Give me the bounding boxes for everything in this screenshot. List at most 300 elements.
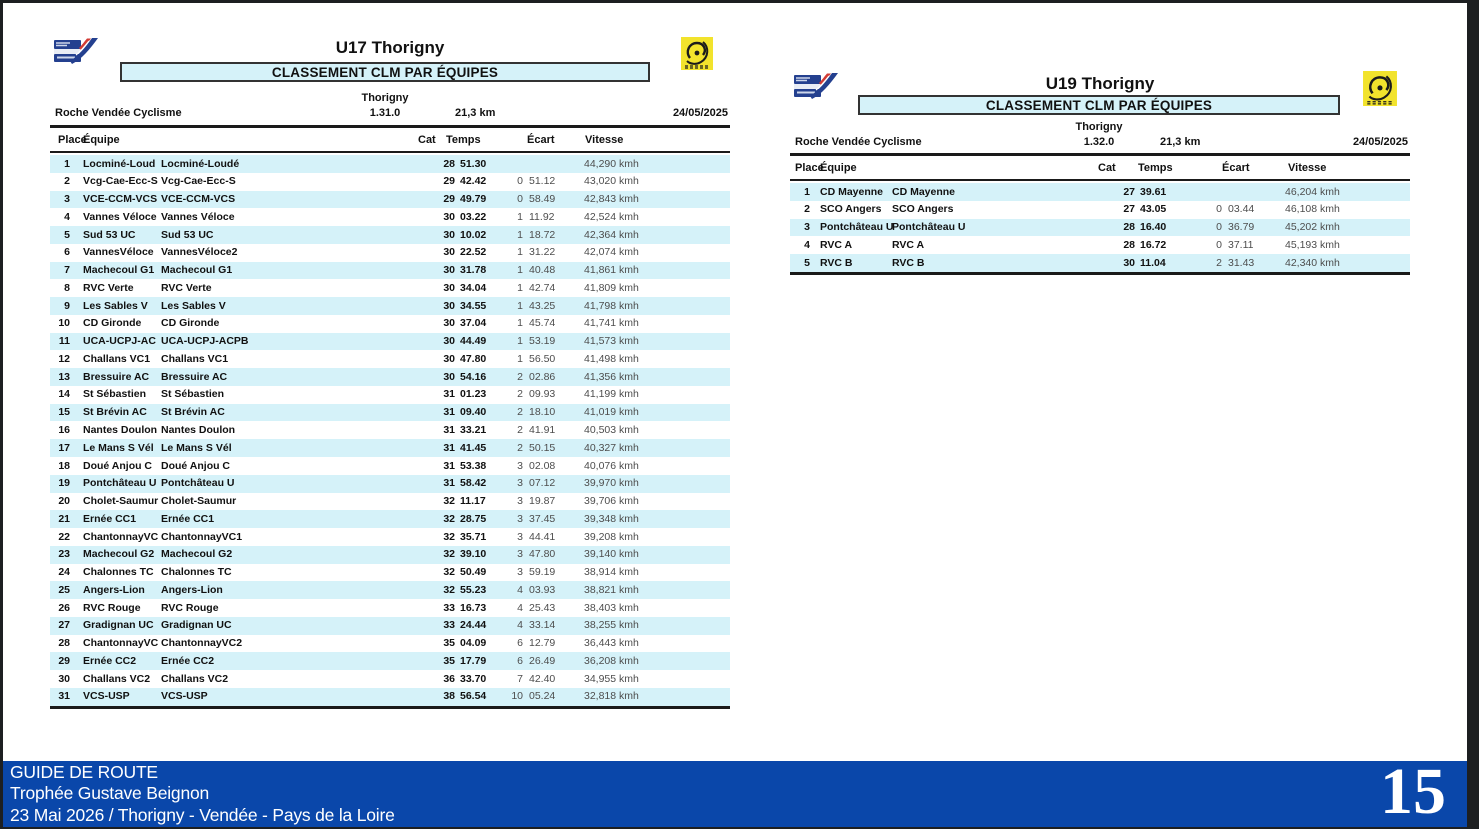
cell-gap_min: 6: [517, 637, 523, 650]
cell-speed: 38,914 kmh: [584, 566, 639, 579]
cell-gap_min: 1: [517, 228, 523, 241]
cell-time_sec: 37.04: [460, 317, 487, 330]
footer-title: GUIDE DE ROUTE: [10, 762, 158, 782]
cell-time_min: 30: [443, 281, 455, 294]
cell-team: Bressuire AC: [83, 370, 150, 383]
cell-place: 14: [58, 388, 70, 401]
cell-time_min: 27: [1123, 203, 1135, 216]
cell-gap_min: 1: [517, 317, 523, 330]
cell-team: Locminé-Loud: [83, 157, 156, 170]
cell-time_min: 30: [443, 370, 455, 383]
col-vitesse: Vitesse: [585, 134, 624, 146]
cell-place: 15: [58, 406, 70, 419]
cell-gap_sec: 31.22: [529, 246, 556, 259]
cell-time_sec: 54.16: [460, 370, 487, 383]
col-place: Place: [795, 162, 824, 174]
col-temps: Temps: [446, 134, 481, 146]
table-row: [790, 183, 1410, 201]
cell-gap_sec: 59.19: [529, 566, 556, 579]
cell-team: Pontchâteau U: [820, 221, 894, 234]
cell-team: Vcg-Cae-Ecc-S: [83, 175, 158, 188]
cell-time_sec: 28.75: [460, 512, 487, 525]
cell-time_sec: 56.54: [460, 690, 487, 703]
cell-gap_min: 1: [517, 264, 523, 277]
cell-gap_sec: 09.93: [529, 388, 556, 401]
organizer: Roche Vendée Cyclisme: [55, 107, 182, 119]
cell-time_sec: 09.40: [460, 406, 487, 419]
cell-place: 1: [64, 157, 70, 170]
table-row: [790, 254, 1410, 272]
cell-team: Machecoul G2: [83, 548, 155, 561]
cell-speed: 46,108 kmh: [1285, 203, 1340, 216]
cell-gap_min: 1: [517, 281, 523, 294]
cell-place: 3: [804, 221, 810, 234]
table-row: [50, 510, 730, 528]
cell-gap_min: 2: [517, 441, 523, 454]
cell-place: 5: [64, 228, 70, 241]
col-equipe: Équipe: [83, 134, 120, 146]
cell-time_sec: 34.04: [460, 281, 487, 294]
cell-speed: 34,955 kmh: [584, 672, 639, 685]
cell-gap_sec: 07.12: [529, 477, 556, 490]
cell-speed: 39,706 kmh: [584, 495, 639, 508]
cell-time_sec: 58.42: [460, 477, 487, 490]
cell-gap_min: 7: [517, 672, 523, 685]
cell-place: 25: [58, 583, 70, 596]
table-row: [50, 297, 730, 315]
page-number: 15: [1380, 755, 1446, 828]
cell-gap_sec: 02.08: [529, 459, 556, 472]
classification-banner: [858, 95, 1340, 115]
cell-speed: 40,076 kmh: [584, 459, 639, 472]
cell-time_sec: 31.78: [460, 264, 487, 277]
cell-gap_min: 3: [517, 477, 523, 490]
cell-speed: 41,019 kmh: [584, 406, 639, 419]
cell-gap_sec: 37.45: [529, 512, 556, 525]
page-title: U19 Thorigny: [1045, 74, 1155, 93]
cell-time_min: 36: [443, 672, 455, 685]
cell-gap_sec: 12.79: [529, 637, 556, 650]
cell-speed: 41,809 kmh: [584, 281, 639, 294]
cell-speed: 45,193 kmh: [1285, 238, 1340, 251]
cell-team2: ChantonnayVC1: [161, 530, 243, 543]
cell-team: Gradignan UC: [83, 619, 154, 632]
table-row: [50, 635, 730, 653]
cell-team: RVC Verte: [83, 281, 134, 294]
cell-time_min: 27: [1123, 185, 1135, 198]
cell-speed: 42,843 kmh: [584, 193, 639, 206]
divider: [790, 153, 1410, 156]
footer-dateline: 23 Mai 2026 / Thorigny - Vendée - Pays de la Loire: [10, 804, 395, 825]
race-info-row: [50, 107, 730, 121]
cell-team2: VCE-CCM-VCS: [161, 193, 236, 206]
cell-place: 28: [58, 637, 70, 650]
cell-team2: Ernée CC2: [161, 654, 215, 667]
cell-place: 29: [58, 654, 70, 667]
race-code: 1.32.0: [1083, 136, 1115, 148]
cell-gap_min: 3: [517, 530, 523, 543]
cell-team2: Angers-Lion: [161, 583, 223, 596]
cell-gap_min: 2: [517, 406, 523, 419]
table-row: [50, 191, 730, 209]
cell-time_sec: 16.40: [1140, 221, 1167, 234]
cell-place: 1: [804, 185, 810, 198]
cell-team: Angers-Lion: [83, 583, 145, 596]
col-cat: Cat: [418, 134, 436, 146]
cell-team2: Vcg-Cae-Ecc-S: [161, 175, 236, 188]
table-row: [50, 599, 730, 617]
cell-time_min: 33: [443, 601, 455, 614]
cell-place: 23: [58, 548, 70, 561]
cell-gap_sec: 50.15: [529, 441, 556, 454]
cell-team2: Pontchâteau U: [161, 477, 235, 490]
cell-gap_sec: 40.48: [529, 264, 556, 277]
cell-team2: RVC Verte: [161, 281, 212, 294]
cell-time_sec: 16.73: [460, 601, 487, 614]
cell-speed: 32,818 kmh: [584, 690, 639, 703]
cell-time_min: 32: [443, 548, 455, 561]
cell-team2: Nantes Doulon: [161, 423, 236, 436]
table-row: [50, 244, 730, 262]
table-row: [50, 173, 730, 191]
table-row: [50, 493, 730, 511]
cell-gap_min: 4: [517, 583, 523, 596]
table-row: [50, 208, 730, 226]
cell-team: Nantes Doulon: [83, 423, 158, 436]
cell-time_min: 31: [443, 441, 455, 454]
race-location: Thorigny: [361, 92, 409, 104]
cell-team2: Les Sables V: [161, 299, 226, 312]
cell-team2: SCO Angers: [892, 203, 954, 216]
cell-gap_sec: 19.87: [529, 495, 556, 508]
cell-speed: 41,798 kmh: [584, 299, 639, 312]
cell-time_sec: 42.42: [460, 175, 487, 188]
cell-place: 8: [64, 281, 70, 294]
race-info-row: [790, 136, 1410, 150]
cell-gap_sec: 11.92: [529, 210, 555, 223]
cell-gap_sec: 43.25: [529, 299, 556, 312]
cell-time_sec: 43.05: [1140, 203, 1167, 216]
cell-place: 2: [804, 203, 810, 216]
cell-place: 3: [64, 193, 70, 206]
cell-team: ChantonnayVC: [83, 530, 159, 543]
table-row: [50, 475, 730, 493]
table-row: [50, 404, 730, 422]
cell-gap_min: 3: [517, 459, 523, 472]
race-code: 1.31.0: [369, 107, 401, 119]
cell-team2: St Brévin AC: [161, 406, 225, 419]
cell-time_sec: 11.04: [1140, 256, 1166, 269]
cell-time_min: 32: [443, 583, 455, 596]
cell-team2: Ernée CC1: [161, 512, 215, 525]
cell-gap_min: 6: [517, 654, 523, 667]
cell-gap_sec: 37.11: [1228, 238, 1254, 251]
cell-time_min: 35: [443, 637, 455, 650]
cell-gap_sec: 47.80: [529, 548, 556, 561]
u19-results-panel: [790, 70, 1410, 282]
cell-gap_min: 0: [517, 175, 523, 188]
cell-time_min: 28: [443, 157, 455, 170]
cell-team: St Brévin AC: [83, 406, 147, 419]
cell-team2: RVC Rouge: [161, 601, 219, 614]
cell-team2: Machecoul G1: [161, 264, 233, 277]
column-headers: [790, 162, 1410, 177]
cell-place: 13: [58, 370, 70, 383]
cell-team2: Doué Anjou C: [161, 459, 231, 472]
cell-team: Machecoul G1: [83, 264, 155, 277]
cell-time_sec: 39.61: [1140, 185, 1167, 198]
race-location: Thorigny: [1075, 121, 1123, 133]
u17-results-panel: [50, 35, 730, 715]
cell-speed: 38,821 kmh: [584, 583, 639, 596]
table-row: [50, 368, 730, 386]
club-logo-yellow: [681, 37, 713, 70]
cell-team: Ernée CC1: [83, 512, 137, 525]
document-page: [3, 3, 1467, 827]
race-distance: 21,3 km: [455, 107, 496, 119]
cell-gap_sec: 26.49: [529, 654, 556, 667]
cell-speed: 41,498 kmh: [584, 352, 639, 365]
cell-team2: Le Mans S Vél: [161, 441, 232, 454]
table-row: [50, 670, 730, 688]
cell-place: 9: [64, 299, 70, 312]
cell-place: 24: [58, 566, 70, 579]
divider: [790, 179, 1410, 181]
cell-team2: Cholet-Saumur: [161, 495, 237, 508]
cell-speed: 39,140 kmh: [584, 548, 639, 561]
table-row: [790, 201, 1410, 219]
club-logo-yellow: [1361, 71, 1399, 106]
race-distance: 21,3 km: [1160, 136, 1201, 148]
cell-team: Vannes Véloce: [83, 210, 157, 223]
table-row: [50, 279, 730, 297]
table-row: [50, 439, 730, 457]
table-row: [50, 226, 730, 244]
table-row: [50, 386, 730, 404]
table-row: [50, 457, 730, 475]
cell-gap_sec: 25.43: [529, 601, 556, 614]
cell-time_min: 31: [443, 406, 455, 419]
cell-team: St Sébastien: [83, 388, 147, 401]
cell-gap_sec: 56.50: [529, 352, 556, 365]
cell-gap_sec: 36.79: [1228, 221, 1255, 234]
cell-gap_min: 1: [517, 352, 523, 365]
organizer: Roche Vendée Cyclisme: [795, 136, 922, 148]
cell-place: 20: [58, 495, 70, 508]
cell-gap_sec: 44.41: [529, 530, 556, 543]
cell-team: VCS-USP: [83, 690, 130, 703]
cell-place: 12: [58, 352, 70, 365]
table-row: [50, 546, 730, 564]
cell-speed: 43,020 kmh: [584, 175, 639, 188]
cell-time_sec: 39.10: [460, 548, 487, 561]
cell-time_min: 30: [443, 352, 455, 365]
cell-gap_min: 4: [517, 601, 523, 614]
cell-team2: Vannes Véloce: [161, 210, 235, 223]
classification-banner: [120, 62, 650, 82]
cell-team: VCE-CCM-VCS: [83, 193, 158, 206]
cell-time_sec: 03.22: [460, 210, 487, 223]
banner-label: CLASSEMENT CLM PAR ÉQUIPES: [271, 64, 499, 80]
cell-team: Sud 53 UC: [83, 228, 136, 241]
cell-gap_sec: 18.10: [529, 406, 556, 419]
cell-team: ChantonnayVC: [83, 637, 159, 650]
cell-place: 22: [58, 530, 70, 543]
cell-team: Cholet-Saumur: [83, 495, 159, 508]
footer-text: [10, 762, 395, 826]
cell-team: CD Gironde: [83, 317, 142, 330]
divider: [790, 272, 1410, 275]
cell-speed: 44,290 kmh: [584, 157, 639, 170]
cell-place: 30: [58, 672, 70, 685]
cell-speed: 41,861 kmh: [584, 264, 639, 277]
footer-band: [3, 755, 1467, 828]
col-place: Place: [58, 134, 87, 146]
cell-gap_min: 0: [1216, 221, 1222, 234]
cell-speed: 39,970 kmh: [584, 477, 639, 490]
cell-team: RVC Rouge: [83, 601, 141, 614]
cell-place: 4: [804, 238, 810, 251]
cell-time_sec: 16.72: [1140, 238, 1167, 251]
cell-gap_sec: 53.19: [529, 335, 556, 348]
cell-gap_min: 2: [517, 370, 523, 383]
cell-gap_min: 3: [517, 495, 523, 508]
cell-time_sec: 33.70: [460, 672, 487, 685]
cell-time_sec: 34.55: [460, 299, 487, 312]
cell-team2: CD Mayenne: [892, 185, 956, 198]
cell-gap_sec: 51.12: [529, 175, 556, 188]
cell-place: 11: [58, 335, 70, 348]
cell-speed: 42,340 kmh: [1285, 256, 1340, 269]
cell-time_min: 30: [443, 210, 455, 223]
cell-speed: 39,208 kmh: [584, 530, 639, 543]
banner-label: CLASSEMENT CLM PAR ÉQUIPES: [985, 97, 1213, 113]
cell-time_sec: 10.02: [460, 228, 487, 241]
cell-time_min: 30: [443, 299, 455, 312]
cell-gap_min: 0: [1216, 203, 1222, 216]
cell-gap_min: 3: [517, 566, 523, 579]
cell-gap_min: 3: [517, 548, 523, 561]
cell-speed: 45,202 kmh: [1285, 221, 1340, 234]
cell-time_sec: 33.21: [460, 423, 487, 436]
cell-place: 7: [64, 264, 70, 277]
cell-gap_sec: 42.74: [529, 281, 556, 294]
col-ecart: Écart: [527, 134, 555, 146]
table-row: [50, 564, 730, 582]
cell-team2: St Sébastien: [161, 388, 225, 401]
cell-speed: 42,524 kmh: [584, 210, 639, 223]
cell-place: 16: [58, 423, 70, 436]
cell-time_sec: 47.80: [460, 352, 487, 365]
cell-speed: 38,255 kmh: [584, 619, 639, 632]
cell-place: 5: [804, 256, 810, 269]
cell-gap_sec: 41.91: [529, 423, 556, 436]
cell-team: Challans VC2: [83, 672, 151, 685]
cell-team: SCO Angers: [820, 203, 882, 216]
cell-time_min: 31: [443, 459, 455, 472]
page-title: U17 Thorigny: [335, 38, 445, 57]
footer-subtitle: Trophée Gustave Beignon: [10, 783, 210, 804]
cell-team2: RVC B: [892, 256, 925, 269]
cell-time_min: 29: [443, 193, 455, 206]
table-row: [50, 315, 730, 333]
divider: [50, 151, 730, 153]
cell-time_min: 33: [443, 619, 455, 632]
cell-gap_sec: 18.72: [529, 228, 556, 241]
cell-time_sec: 41.45: [460, 441, 487, 454]
table-row: [50, 333, 730, 351]
cell-speed: 36,208 kmh: [584, 654, 639, 667]
cell-gap_min: 0: [1216, 238, 1222, 251]
cell-time_min: 32: [443, 530, 455, 543]
cell-gap_min: 1: [517, 299, 523, 312]
cell-gap_min: 1: [517, 210, 523, 223]
cell-speed: 41,741 kmh: [584, 317, 639, 330]
table-row: [50, 528, 730, 546]
cell-speed: 41,199 kmh: [584, 388, 639, 401]
results-rows: [790, 183, 1410, 272]
cell-team2: RVC A: [892, 238, 925, 251]
cell-speed: 38,403 kmh: [584, 601, 639, 614]
cell-gap_min: 2: [1216, 256, 1222, 269]
cell-gap_min: 2: [517, 388, 523, 401]
cell-time_min: 32: [443, 566, 455, 579]
cell-place: 31: [58, 690, 70, 703]
cell-time_sec: 50.49: [460, 566, 487, 579]
cell-time_min: 30: [443, 228, 455, 241]
cell-team2: CD Gironde: [161, 317, 220, 330]
cell-time_sec: 22.52: [460, 246, 487, 259]
cell-speed: 39,348 kmh: [584, 512, 639, 525]
cell-gap_sec: 03.93: [529, 583, 556, 596]
cell-team2: Challans VC1: [161, 352, 229, 365]
cell-team2: UCA-UCPJ-ACPB: [161, 335, 249, 348]
cell-time_sec: 01.23: [460, 388, 487, 401]
cell-time_min: 31: [443, 477, 455, 490]
cell-time_sec: 35.71: [460, 530, 487, 543]
table-row: [50, 350, 730, 368]
cell-team2: Pontchâteau U: [892, 221, 966, 234]
cell-team: Challans VC1: [83, 352, 151, 365]
cell-speed: 36,443 kmh: [584, 637, 639, 650]
cell-gap_sec: 31.43: [1228, 256, 1255, 269]
cell-speed: 40,503 kmh: [584, 423, 639, 436]
cell-team2: Chalonnes TC: [161, 566, 232, 579]
cell-time_min: 29: [443, 175, 455, 188]
race-date: 24/05/2025: [672, 107, 728, 119]
cell-place: 19: [58, 477, 70, 490]
cell-team: VannesVéloce: [83, 246, 154, 259]
cell-place: 2: [64, 175, 70, 188]
cell-team: UCA-UCPJ-AC: [83, 335, 156, 348]
table-row: [50, 652, 730, 670]
column-headers: [50, 134, 730, 149]
cell-gap_min: 1: [517, 335, 523, 348]
cell-team2: Bressuire AC: [161, 370, 228, 383]
cell-time_min: 32: [443, 495, 455, 508]
cell-time_min: 28: [1123, 221, 1135, 234]
table-row: [50, 155, 730, 173]
table-row: [50, 262, 730, 280]
cell-speed: 41,573 kmh: [584, 335, 639, 348]
cell-time_sec: 55.23: [460, 583, 487, 596]
cell-time_min: 30: [443, 317, 455, 330]
table-row: [790, 219, 1410, 237]
cell-time_min: 30: [1123, 256, 1135, 269]
cell-place: 18: [58, 459, 70, 472]
cell-gap_min: 0: [517, 193, 523, 206]
cell-speed: 42,364 kmh: [584, 228, 639, 241]
